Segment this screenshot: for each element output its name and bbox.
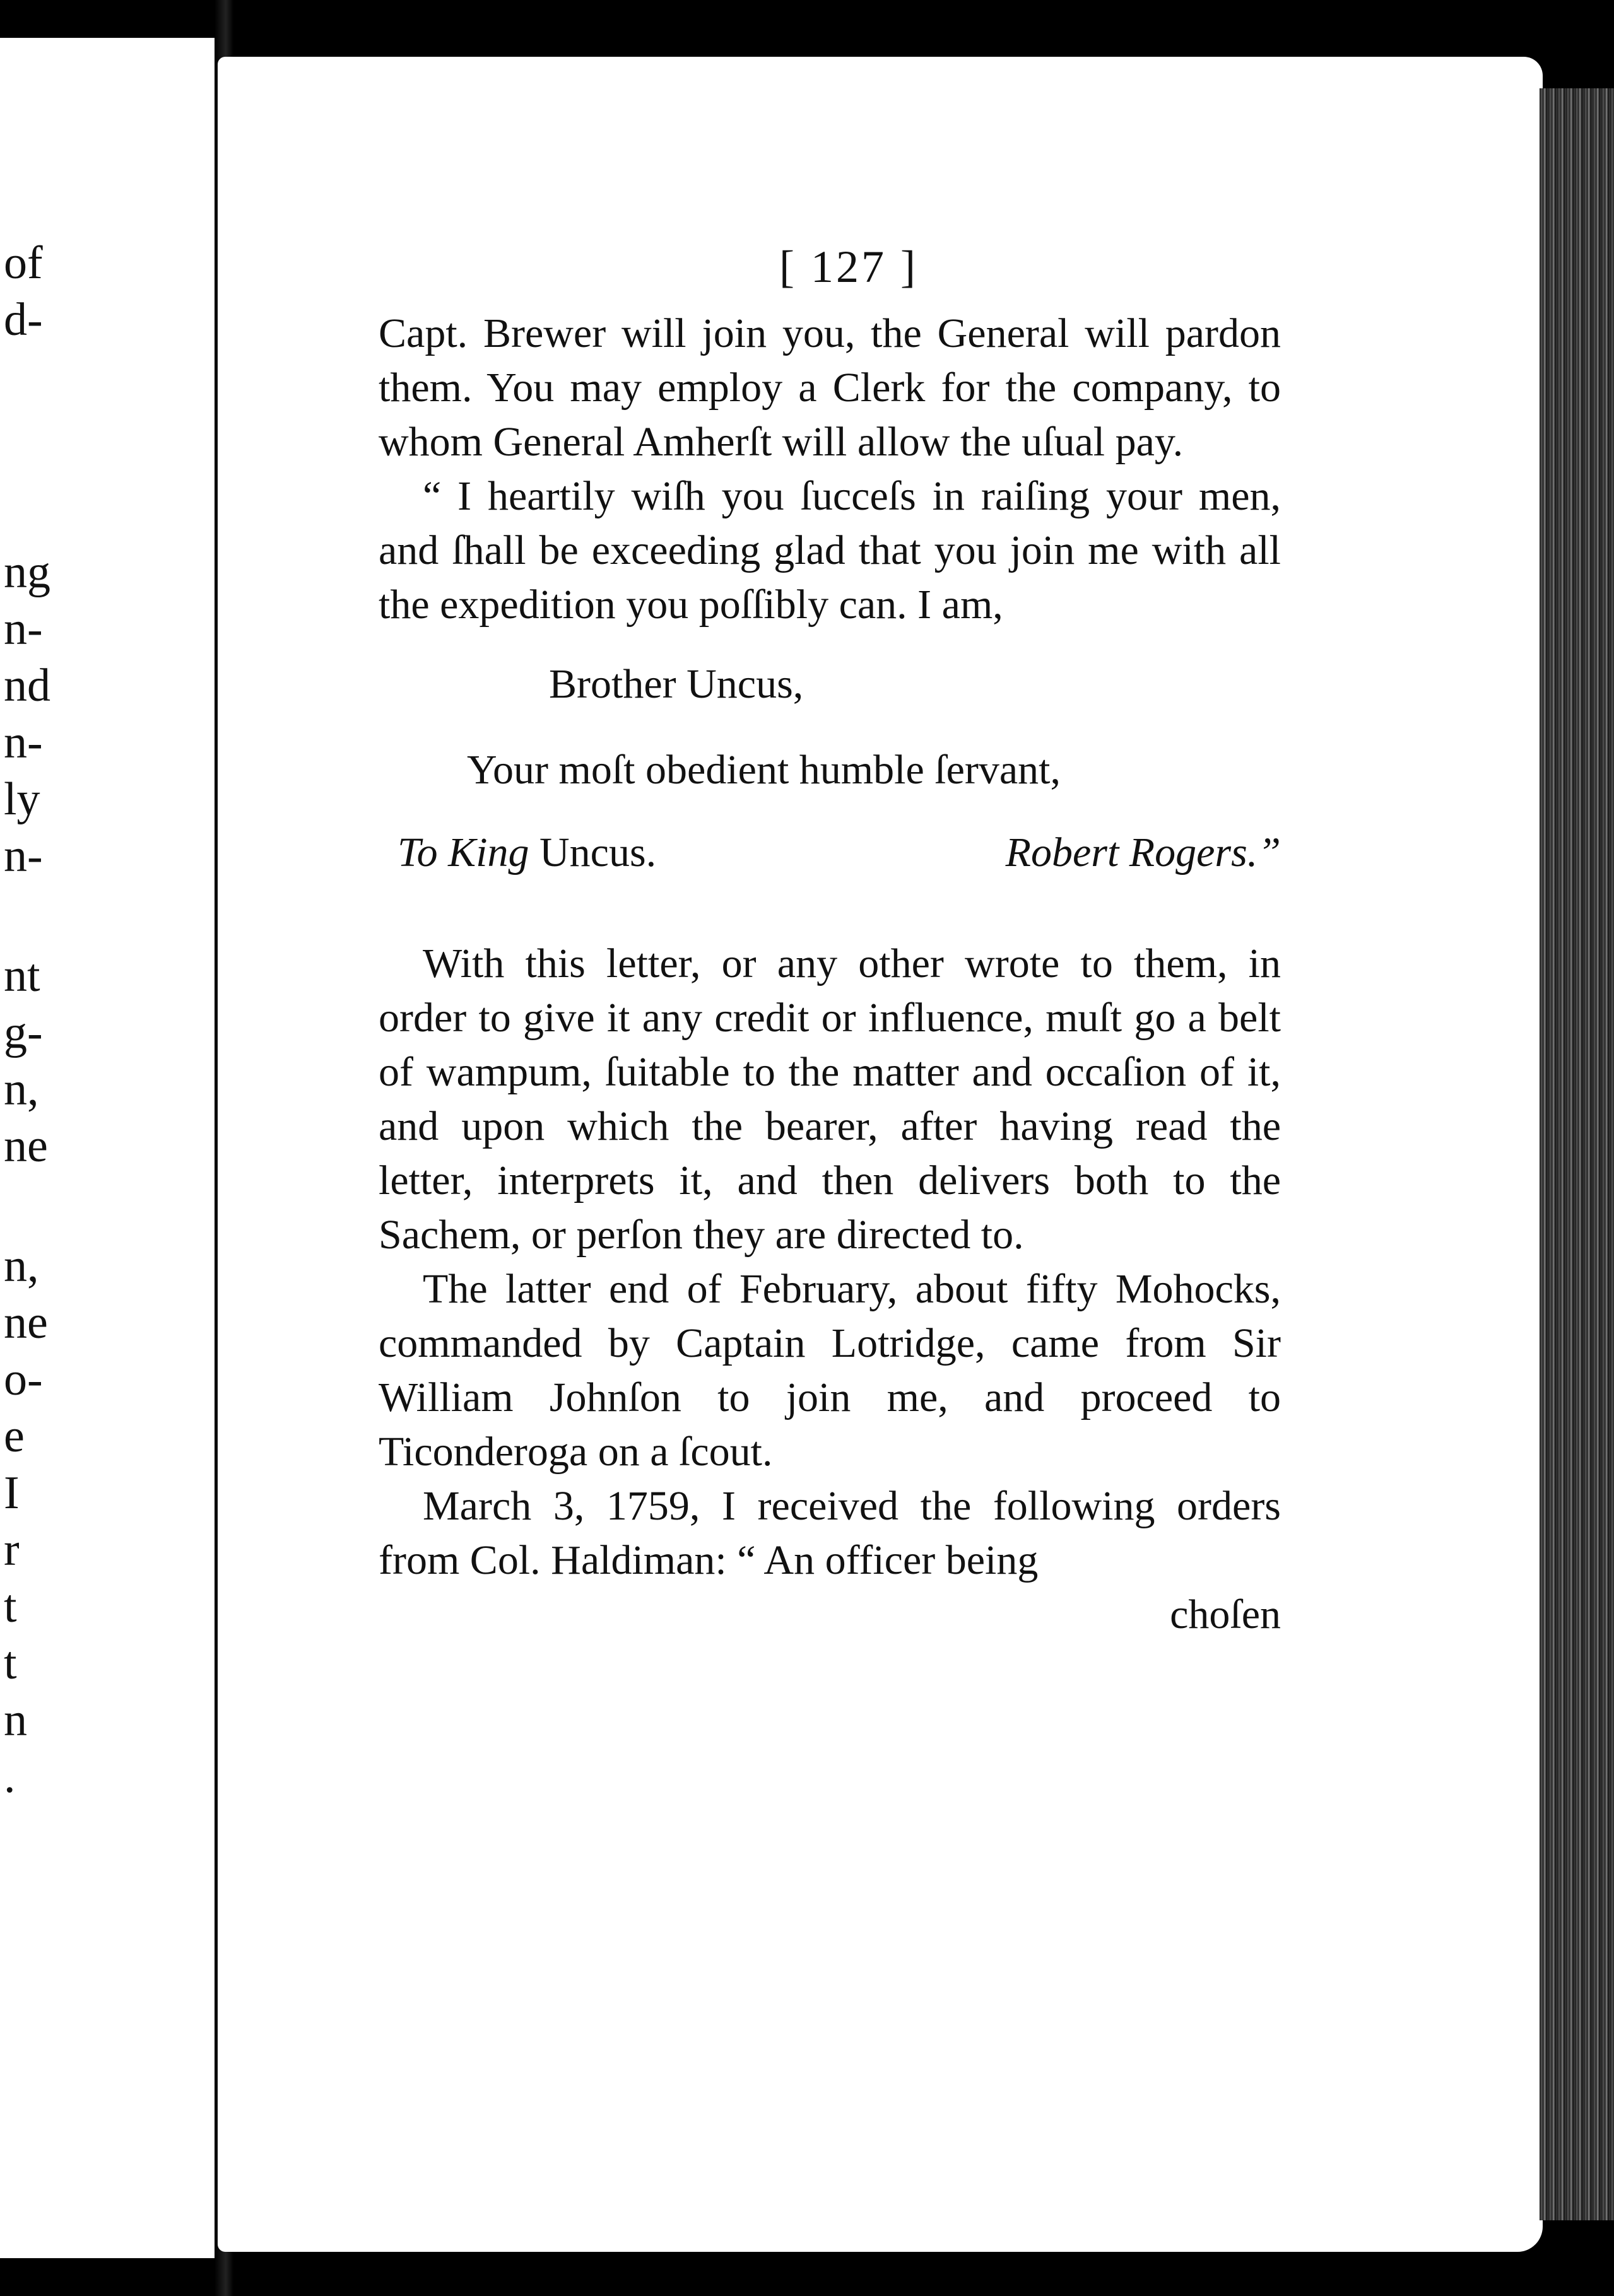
- facing-page-fragment: ng: [4, 546, 50, 598]
- facing-page-fragment: n-: [4, 830, 43, 882]
- facing-page-fragment: n-: [4, 717, 43, 768]
- salutation: Brother Uncus,: [549, 661, 804, 707]
- body-paragraph-orders: March 3, 1759, I received the following orders from Col. Haldiman: “ An officer being: [379, 1483, 1281, 1583]
- facing-page-fragment: of: [4, 237, 43, 289]
- facing-page-fragment: nd: [4, 660, 50, 712]
- page-text: [379, 240, 1281, 1642]
- addressee: [398, 826, 656, 880]
- facing-page-fragment: n-: [4, 603, 43, 655]
- letter-paragraph-1: Capt. Brewer will join you, the General will pardon them. You may employ a Clerk for the company, to whom General Amherſt will allow the uſual pay.: [379, 310, 1281, 465]
- facing-page-fragment: r: [4, 1524, 20, 1576]
- body-paragraph-wampum: With this letter, or any other wrote to them, in order to give it any credit or influence, muſt go a belt of wampum, ſuitable to the matter and occaſion of it, and upon which the bearer, after having read the letter, interprets it, and then delivers both to the Sachem, or perſon they are directed to.: [379, 940, 1281, 1258]
- facing-page-fragments: [0, 38, 215, 2258]
- facing-page-fragment: g-: [4, 1007, 43, 1058]
- body-paragraph-mohocks: The latter end of February, about fifty Mohocks, commanded by Captain Lotridge, came from Sir William Johnſon to join me, and proceed to Ticonderoga on a ſcout.: [379, 1266, 1281, 1475]
- signature: Robert Rogers.”: [1005, 829, 1281, 876]
- facing-page-fragment: t: [4, 1581, 17, 1632]
- facing-page-fragment: n,: [4, 1063, 39, 1115]
- facing-page-fragment: e: [4, 1410, 25, 1462]
- facing-page-fragment: t: [4, 1637, 17, 1689]
- letter-paragraph-2: “ I heartily wiſh you ſucceſs in raiſing your men, and ſhall be exceeding glad that you join me with all the expedition you poſſibly can. I am,: [379, 473, 1281, 628]
- facing-page-fragment: ne: [4, 1297, 48, 1349]
- facing-page-fragment: ne: [4, 1120, 48, 1172]
- signature-row: [379, 826, 1281, 880]
- catchword: choſen: [1170, 1591, 1281, 1637]
- facing-page-fragment: I: [4, 1467, 20, 1519]
- facing-page-fragment: n: [4, 1694, 27, 1746]
- facing-page-fragment: .: [4, 1751, 16, 1803]
- addressee-prefix: To King: [398, 829, 529, 876]
- closing-line: Your moſt obedient humble ſervant,: [467, 747, 1061, 793]
- facing-page-fragment: nt: [4, 950, 40, 1002]
- facing-page-fragment: ly: [4, 773, 40, 825]
- page-edges: [1540, 88, 1614, 2220]
- page-number: [ 127 ]: [779, 242, 918, 292]
- addressee-name: Uncus.: [539, 829, 657, 876]
- facing-page-edge: [0, 38, 215, 2258]
- facing-page-fragment: d-: [4, 294, 43, 346]
- facing-page-fragment: o-: [4, 1354, 43, 1405]
- facing-page-fragment: n,: [4, 1240, 39, 1292]
